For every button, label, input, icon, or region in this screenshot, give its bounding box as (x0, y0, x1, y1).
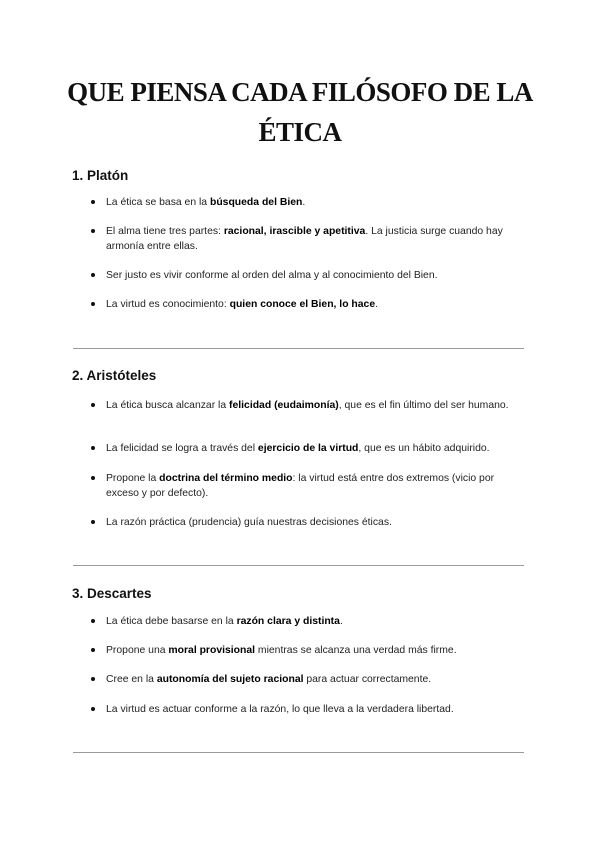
bullet-icon (91, 403, 95, 407)
list-item: La virtud es conocimiento: quien conoce el Bien, lo hace. (106, 297, 526, 312)
section-heading: 2. Aristóteles (72, 368, 157, 383)
section-divider (73, 752, 524, 753)
section-heading: 1. Platón (72, 168, 129, 183)
list-item: Propone la doctrina del término medio: la virtud está entre dos extremos (vicio por exceso y por defecto). (106, 471, 526, 501)
bullet-icon (91, 619, 95, 623)
list-item: La razón práctica (prudencia) guía nuestras decisiones éticas. (106, 515, 526, 530)
list-item: La ética se basa en la búsqueda del Bien. (106, 195, 526, 210)
bullet-icon (91, 648, 95, 652)
bullet-icon (91, 520, 95, 524)
bullet-icon (91, 677, 95, 681)
bullet-icon (91, 707, 95, 711)
bullet-icon (91, 302, 95, 306)
bullet-icon (91, 476, 95, 480)
section-divider (73, 348, 524, 349)
list-item: La ética debe basarse en la razón clara y distinta. (106, 614, 526, 629)
section-heading: 3. Descartes (72, 586, 152, 601)
page-title: QUE PIENSA CADA FILÓSOFO DE LA ÉTICA (67, 77, 533, 147)
bullet-icon (91, 200, 95, 204)
list-item: El alma tiene tres partes: racional, irascible y apetitiva. La justicia surge cuando hay armonía entre ellas. (106, 224, 526, 254)
bullet-icon (91, 273, 95, 277)
bullet-icon (91, 229, 95, 233)
list-item: Propone una moral provisional mientras se alcanza una verdad más firme. (106, 643, 526, 658)
list-item: Cree en la autonomía del sujeto racional para actuar correctamente. (106, 672, 526, 687)
list-item: La ética busca alcanzar la felicidad (eudaimonía), que es el fin último del ser humano. (106, 398, 526, 413)
bullet-icon (91, 446, 95, 450)
list-item: La felicidad se logra a través del ejercicio de la virtud, que es un hábito adquirido. (106, 441, 526, 456)
list-item: Ser justo es vivir conforme al orden del alma y al conocimiento del Bien. (106, 268, 526, 283)
list-item: La virtud es actuar conforme a la razón, lo que lleva a la verdadera libertad. (106, 702, 526, 717)
section-divider (73, 565, 524, 566)
